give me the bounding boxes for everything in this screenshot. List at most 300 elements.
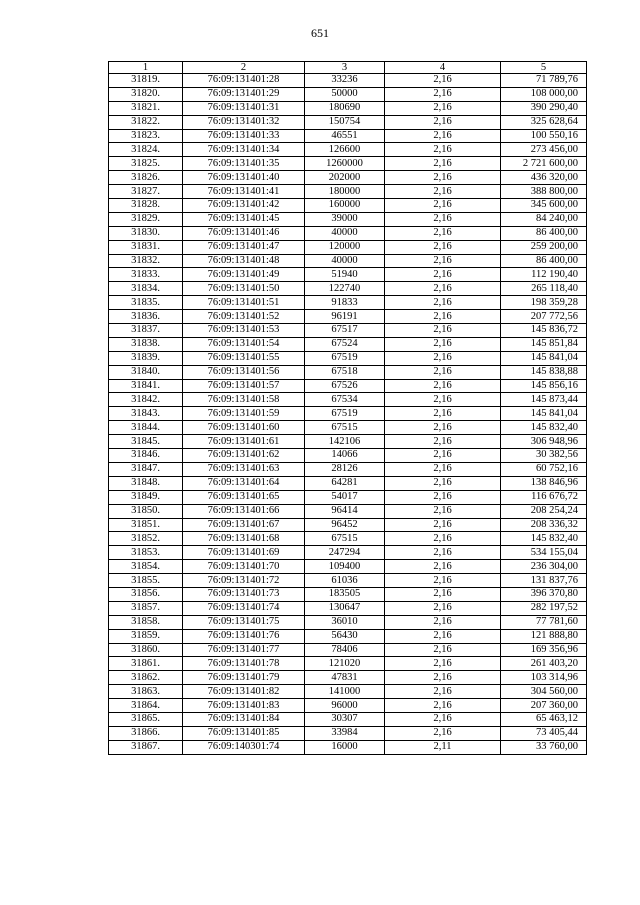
area-value-cell: 120000 — [305, 240, 385, 254]
cadastral-number-cell: 76:09:131401:29 — [183, 87, 305, 101]
rate-value-cell: 2,16 — [385, 379, 501, 393]
row-number-cell: 31865. — [109, 712, 183, 726]
amount-value-cell: 207 360,00 — [501, 699, 587, 713]
cadastral-number-cell: 76:09:131401:48 — [183, 254, 305, 268]
rate-value-cell: 2,16 — [385, 101, 501, 115]
amount-value-cell: 345 600,00 — [501, 199, 587, 213]
area-value-cell: 40000 — [305, 226, 385, 240]
cadastral-number-cell: 76:09:131401:42 — [183, 199, 305, 213]
cadastral-number-cell: 76:09:131401:65 — [183, 490, 305, 504]
rate-value-cell: 2,16 — [385, 143, 501, 157]
column-header-1: 1 — [109, 62, 183, 74]
area-value-cell: 33984 — [305, 726, 385, 740]
row-number-cell: 31837. — [109, 324, 183, 338]
cadastral-number-cell: 76:09:131401:46 — [183, 226, 305, 240]
area-value-cell: 78406 — [305, 643, 385, 657]
row-number-cell: 31831. — [109, 240, 183, 254]
table-row — [109, 212, 587, 226]
rate-value-cell: 2,16 — [385, 282, 501, 296]
rate-value-cell: 2,16 — [385, 337, 501, 351]
row-number-cell: 31850. — [109, 504, 183, 518]
rate-value-cell: 2,16 — [385, 532, 501, 546]
rate-value-cell: 2,16 — [385, 504, 501, 518]
cadastral-number-cell: 76:09:131401:55 — [183, 351, 305, 365]
cadastral-number-cell: 76:09:131401:35 — [183, 157, 305, 171]
column-header-4: 4 — [385, 62, 501, 74]
rate-value-cell: 2,16 — [385, 157, 501, 171]
amount-value-cell: 306 948,96 — [501, 435, 587, 449]
cadastral-number-cell: 76:09:131401:40 — [183, 171, 305, 185]
cadastral-number-cell: 76:09:131401:61 — [183, 435, 305, 449]
amount-value-cell: 145 873,44 — [501, 393, 587, 407]
row-number-cell: 31823. — [109, 129, 183, 143]
area-value-cell: 67518 — [305, 365, 385, 379]
table-row — [109, 282, 587, 296]
area-value-cell: 183505 — [305, 587, 385, 601]
row-number-cell: 31841. — [109, 379, 183, 393]
rate-value-cell: 2,16 — [385, 449, 501, 463]
cadastral-number-cell: 76:09:131401:32 — [183, 115, 305, 129]
area-value-cell: 67517 — [305, 324, 385, 338]
area-value-cell: 51940 — [305, 268, 385, 282]
row-number-cell: 31832. — [109, 254, 183, 268]
row-number-cell: 31857. — [109, 601, 183, 615]
amount-value-cell: 436 320,00 — [501, 171, 587, 185]
table-row — [109, 324, 587, 338]
amount-value-cell: 73 405,44 — [501, 726, 587, 740]
cadastral-number-cell: 76:09:131401:75 — [183, 615, 305, 629]
area-value-cell: 39000 — [305, 212, 385, 226]
cadastral-number-cell: 76:09:131401:68 — [183, 532, 305, 546]
rate-value-cell: 2,16 — [385, 185, 501, 199]
rate-value-cell: 2,16 — [385, 226, 501, 240]
table-row — [109, 129, 587, 143]
row-number-cell: 31854. — [109, 560, 183, 574]
area-value-cell: 67519 — [305, 351, 385, 365]
cadastral-number-cell: 76:09:131401:76 — [183, 629, 305, 643]
amount-value-cell: 86 400,00 — [501, 254, 587, 268]
row-number-cell: 31862. — [109, 671, 183, 685]
cadastral-number-cell: 76:09:131401:84 — [183, 712, 305, 726]
row-number-cell: 31853. — [109, 546, 183, 560]
row-number-cell: 31859. — [109, 629, 183, 643]
cadastral-number-cell: 76:09:131401:41 — [183, 185, 305, 199]
row-number-cell: 31838. — [109, 337, 183, 351]
table-row — [109, 310, 587, 324]
row-number-cell: 31851. — [109, 518, 183, 532]
table-row — [109, 365, 587, 379]
area-value-cell: 180000 — [305, 185, 385, 199]
amount-value-cell: 259 200,00 — [501, 240, 587, 254]
area-value-cell: 64281 — [305, 476, 385, 490]
row-number-cell: 31846. — [109, 449, 183, 463]
table-row — [109, 657, 587, 671]
cadastral-number-cell: 76:09:131401:82 — [183, 685, 305, 699]
cadastral-number-cell: 76:09:131401:79 — [183, 671, 305, 685]
area-value-cell: 142106 — [305, 435, 385, 449]
area-value-cell: 96191 — [305, 310, 385, 324]
area-value-cell: 150754 — [305, 115, 385, 129]
area-value-cell: 122740 — [305, 282, 385, 296]
amount-value-cell: 121 888,80 — [501, 629, 587, 643]
row-number-cell: 31856. — [109, 587, 183, 601]
amount-value-cell: 169 356,96 — [501, 643, 587, 657]
table-row — [109, 74, 587, 88]
rate-value-cell: 2,16 — [385, 365, 501, 379]
rate-value-cell: 2,16 — [385, 171, 501, 185]
amount-value-cell: 108 000,00 — [501, 87, 587, 101]
table-row — [109, 185, 587, 199]
table-row — [109, 532, 587, 546]
amount-value-cell: 116 676,72 — [501, 490, 587, 504]
cadastral-number-cell: 76:09:131401:52 — [183, 310, 305, 324]
table-row — [109, 115, 587, 129]
amount-value-cell: 208 254,24 — [501, 504, 587, 518]
table-row — [109, 421, 587, 435]
rate-value-cell: 2,16 — [385, 712, 501, 726]
cadastral-number-cell: 76:09:131401:67 — [183, 518, 305, 532]
rate-value-cell: 2,16 — [385, 643, 501, 657]
row-number-cell: 31860. — [109, 643, 183, 657]
amount-value-cell: 86 400,00 — [501, 226, 587, 240]
table-row — [109, 574, 587, 588]
rate-value-cell: 2,16 — [385, 629, 501, 643]
cadastral-number-cell: 76:09:131401:85 — [183, 726, 305, 740]
row-number-cell: 31822. — [109, 115, 183, 129]
cadastral-number-cell: 76:09:131401:31 — [183, 101, 305, 115]
table-row — [109, 462, 587, 476]
row-number-cell: 31826. — [109, 171, 183, 185]
cadastral-number-cell: 76:09:131401:49 — [183, 268, 305, 282]
table-row — [109, 449, 587, 463]
area-value-cell: 91833 — [305, 296, 385, 310]
area-value-cell: 96414 — [305, 504, 385, 518]
table-row — [109, 699, 587, 713]
table-row — [109, 157, 587, 171]
rate-value-cell: 2,16 — [385, 268, 501, 282]
table-row — [109, 254, 587, 268]
table-row — [109, 740, 587, 754]
amount-value-cell: 131 837,76 — [501, 574, 587, 588]
rate-value-cell: 2,16 — [385, 587, 501, 601]
cadastral-number-cell: 76:09:131401:33 — [183, 129, 305, 143]
cadastral-number-cell: 76:09:131401:72 — [183, 574, 305, 588]
rate-value-cell: 2,16 — [385, 212, 501, 226]
row-number-cell: 31848. — [109, 476, 183, 490]
table-row — [109, 615, 587, 629]
amount-value-cell: 198 359,28 — [501, 296, 587, 310]
cadastral-number-cell: 76:09:131401:69 — [183, 546, 305, 560]
column-header-5: 5 — [501, 62, 587, 74]
row-number-cell: 31855. — [109, 574, 183, 588]
table-row — [109, 101, 587, 115]
area-value-cell: 202000 — [305, 171, 385, 185]
amount-value-cell: 145 856,16 — [501, 379, 587, 393]
amount-value-cell: 100 550,16 — [501, 129, 587, 143]
column-header-2: 2 — [183, 62, 305, 74]
table-row — [109, 643, 587, 657]
table-row — [109, 379, 587, 393]
area-value-cell: 47831 — [305, 671, 385, 685]
area-value-cell: 67534 — [305, 393, 385, 407]
rate-value-cell: 2,16 — [385, 115, 501, 129]
rate-value-cell: 2,16 — [385, 476, 501, 490]
rate-value-cell: 2,11 — [385, 740, 501, 754]
area-value-cell: 160000 — [305, 199, 385, 213]
area-value-cell: 56430 — [305, 629, 385, 643]
rate-value-cell: 2,16 — [385, 726, 501, 740]
table-row — [109, 601, 587, 615]
area-value-cell: 67526 — [305, 379, 385, 393]
table-row — [109, 671, 587, 685]
rate-value-cell: 2,16 — [385, 685, 501, 699]
table-row — [109, 87, 587, 101]
cadastral-number-cell: 76:09:131401:57 — [183, 379, 305, 393]
area-value-cell: 141000 — [305, 685, 385, 699]
table-row — [109, 587, 587, 601]
rate-value-cell: 2,16 — [385, 518, 501, 532]
amount-value-cell: 71 789,76 — [501, 74, 587, 88]
table-row — [109, 435, 587, 449]
rate-value-cell: 2,16 — [385, 421, 501, 435]
amount-value-cell: 84 240,00 — [501, 212, 587, 226]
cadastral-number-cell: 76:09:131401:50 — [183, 282, 305, 296]
rate-value-cell: 2,16 — [385, 407, 501, 421]
rate-value-cell: 2,16 — [385, 462, 501, 476]
area-value-cell: 16000 — [305, 740, 385, 754]
row-number-cell: 31842. — [109, 393, 183, 407]
rate-value-cell: 2,16 — [385, 393, 501, 407]
area-value-cell: 247294 — [305, 546, 385, 560]
table-row — [109, 476, 587, 490]
row-number-cell: 31849. — [109, 490, 183, 504]
cadastral-number-cell: 76:09:131401:83 — [183, 699, 305, 713]
rate-value-cell: 2,16 — [385, 560, 501, 574]
table-row — [109, 560, 587, 574]
table-row — [109, 268, 587, 282]
amount-value-cell: 388 800,00 — [501, 185, 587, 199]
row-number-cell: 31824. — [109, 143, 183, 157]
table-row — [109, 143, 587, 157]
row-number-cell: 31840. — [109, 365, 183, 379]
amount-value-cell: 77 781,60 — [501, 615, 587, 629]
rate-value-cell: 2,16 — [385, 435, 501, 449]
row-number-cell: 31839. — [109, 351, 183, 365]
cadastral-number-cell: 76:09:131401:77 — [183, 643, 305, 657]
cadastral-number-cell: 76:09:131401:53 — [183, 324, 305, 338]
row-number-cell: 31827. — [109, 185, 183, 199]
table-row — [109, 490, 587, 504]
area-value-cell: 50000 — [305, 87, 385, 101]
amount-value-cell: 207 772,56 — [501, 310, 587, 324]
row-number-cell: 31867. — [109, 740, 183, 754]
amount-value-cell: 103 314,96 — [501, 671, 587, 685]
rate-value-cell: 2,16 — [385, 671, 501, 685]
row-number-cell: 31852. — [109, 532, 183, 546]
row-number-cell: 31820. — [109, 87, 183, 101]
cadastral-number-cell: 76:09:131401:51 — [183, 296, 305, 310]
row-number-cell: 31825. — [109, 157, 183, 171]
cadastral-number-cell: 76:09:131401:54 — [183, 337, 305, 351]
area-value-cell: 126600 — [305, 143, 385, 157]
table-row — [109, 629, 587, 643]
amount-value-cell: 396 370,80 — [501, 587, 587, 601]
row-number-cell: 31833. — [109, 268, 183, 282]
cadastral-number-cell: 76:09:131401:63 — [183, 462, 305, 476]
area-value-cell: 28126 — [305, 462, 385, 476]
cadastral-number-cell: 76:09:131401:74 — [183, 601, 305, 615]
amount-value-cell: 534 155,04 — [501, 546, 587, 560]
amount-value-cell: 390 290,40 — [501, 101, 587, 115]
cadastral-number-cell: 76:09:131401:59 — [183, 407, 305, 421]
rate-value-cell: 2,16 — [385, 351, 501, 365]
area-value-cell: 1260000 — [305, 157, 385, 171]
cadastral-number-cell: 76:09:131401:47 — [183, 240, 305, 254]
area-value-cell: 46551 — [305, 129, 385, 143]
rate-value-cell: 2,16 — [385, 87, 501, 101]
amount-value-cell: 282 197,52 — [501, 601, 587, 615]
column-header-3: 3 — [305, 62, 385, 74]
amount-value-cell: 145 836,72 — [501, 324, 587, 338]
area-value-cell: 96452 — [305, 518, 385, 532]
table-row — [109, 171, 587, 185]
table-row — [109, 296, 587, 310]
rate-value-cell: 2,16 — [385, 254, 501, 268]
amount-value-cell: 273 456,00 — [501, 143, 587, 157]
table-row — [109, 546, 587, 560]
cadastral-number-cell: 76:09:131401:73 — [183, 587, 305, 601]
row-number-cell: 31866. — [109, 726, 183, 740]
table-row — [109, 504, 587, 518]
amount-value-cell: 145 838,88 — [501, 365, 587, 379]
rate-value-cell: 2,16 — [385, 601, 501, 615]
row-number-cell: 31864. — [109, 699, 183, 713]
rate-value-cell: 2,16 — [385, 546, 501, 560]
cadastral-number-cell: 76:09:131401:64 — [183, 476, 305, 490]
cadastral-number-cell: 76:09:131401:62 — [183, 449, 305, 463]
area-value-cell: 121020 — [305, 657, 385, 671]
area-value-cell: 96000 — [305, 699, 385, 713]
area-value-cell: 180690 — [305, 101, 385, 115]
area-value-cell: 33236 — [305, 74, 385, 88]
row-number-cell: 31847. — [109, 462, 183, 476]
amount-value-cell: 138 846,96 — [501, 476, 587, 490]
rate-value-cell: 2,16 — [385, 490, 501, 504]
cadastral-number-cell: 76:09:131401:56 — [183, 365, 305, 379]
amount-value-cell: 236 304,00 — [501, 560, 587, 574]
cadastral-number-cell: 76:09:131401:66 — [183, 504, 305, 518]
row-number-cell: 31830. — [109, 226, 183, 240]
area-value-cell: 30307 — [305, 712, 385, 726]
rate-value-cell: 2,16 — [385, 699, 501, 713]
table-row — [109, 393, 587, 407]
amount-value-cell: 265 118,40 — [501, 282, 587, 296]
amount-value-cell: 60 752,16 — [501, 462, 587, 476]
row-number-cell: 31829. — [109, 212, 183, 226]
amount-value-cell: 145 841,04 — [501, 351, 587, 365]
amount-value-cell: 325 628,64 — [501, 115, 587, 129]
amount-value-cell: 65 463,12 — [501, 712, 587, 726]
cadastral-number-cell: 76:09:131401:28 — [183, 74, 305, 88]
table-body — [109, 74, 587, 755]
table-row — [109, 712, 587, 726]
rate-value-cell: 2,16 — [385, 199, 501, 213]
table-row — [109, 226, 587, 240]
row-number-cell: 31861. — [109, 657, 183, 671]
amount-value-cell: 33 760,00 — [501, 740, 587, 754]
area-value-cell: 61036 — [305, 574, 385, 588]
page-number: 651 — [311, 26, 329, 40]
area-value-cell: 67515 — [305, 421, 385, 435]
amount-value-cell: 208 336,32 — [501, 518, 587, 532]
cadastral-number-cell: 76:09:131401:45 — [183, 212, 305, 226]
amount-value-cell: 112 190,40 — [501, 268, 587, 282]
table-row — [109, 351, 587, 365]
table-row — [109, 685, 587, 699]
table-row — [109, 199, 587, 213]
row-number-cell: 31828. — [109, 199, 183, 213]
amount-value-cell: 145 851,84 — [501, 337, 587, 351]
row-number-cell: 31863. — [109, 685, 183, 699]
table-row — [109, 726, 587, 740]
area-value-cell: 54017 — [305, 490, 385, 504]
amount-value-cell: 145 832,40 — [501, 532, 587, 546]
rate-value-cell: 2,16 — [385, 574, 501, 588]
cadastral-number-cell: 76:09:140301:74 — [183, 740, 305, 754]
rate-value-cell: 2,16 — [385, 240, 501, 254]
rate-value-cell: 2,16 — [385, 296, 501, 310]
area-value-cell: 67515 — [305, 532, 385, 546]
row-number-cell: 31845. — [109, 435, 183, 449]
cadastral-number-cell: 76:09:131401:34 — [183, 143, 305, 157]
rate-value-cell: 2,16 — [385, 324, 501, 338]
cadastral-number-cell: 76:09:131401:78 — [183, 657, 305, 671]
area-value-cell: 67519 — [305, 407, 385, 421]
amount-value-cell: 145 841,04 — [501, 407, 587, 421]
area-value-cell: 130647 — [305, 601, 385, 615]
cadastral-number-cell: 76:09:131401:70 — [183, 560, 305, 574]
area-value-cell: 14066 — [305, 449, 385, 463]
table-row — [109, 518, 587, 532]
area-value-cell: 40000 — [305, 254, 385, 268]
row-number-cell: 31858. — [109, 615, 183, 629]
amount-value-cell: 145 832,40 — [501, 421, 587, 435]
row-number-cell: 31843. — [109, 407, 183, 421]
cadastral-number-cell: 76:09:131401:60 — [183, 421, 305, 435]
area-value-cell: 109400 — [305, 560, 385, 574]
rate-value-cell: 2,16 — [385, 615, 501, 629]
amount-value-cell: 261 403,20 — [501, 657, 587, 671]
header-row — [109, 62, 587, 74]
rate-value-cell: 2,16 — [385, 129, 501, 143]
rate-value-cell: 2,16 — [385, 657, 501, 671]
row-number-cell: 31819. — [109, 74, 183, 88]
table-row — [109, 240, 587, 254]
row-number-cell: 31821. — [109, 101, 183, 115]
amount-value-cell: 304 560,00 — [501, 685, 587, 699]
data-table — [108, 61, 587, 755]
row-number-cell: 31834. — [109, 282, 183, 296]
amount-value-cell: 30 382,56 — [501, 449, 587, 463]
area-value-cell: 36010 — [305, 615, 385, 629]
rate-value-cell: 2,16 — [385, 310, 501, 324]
table-row — [109, 337, 587, 351]
table-row — [109, 407, 587, 421]
cadastral-number-cell: 76:09:131401:58 — [183, 393, 305, 407]
row-number-cell: 31836. — [109, 310, 183, 324]
area-value-cell: 67524 — [305, 337, 385, 351]
row-number-cell: 31844. — [109, 421, 183, 435]
